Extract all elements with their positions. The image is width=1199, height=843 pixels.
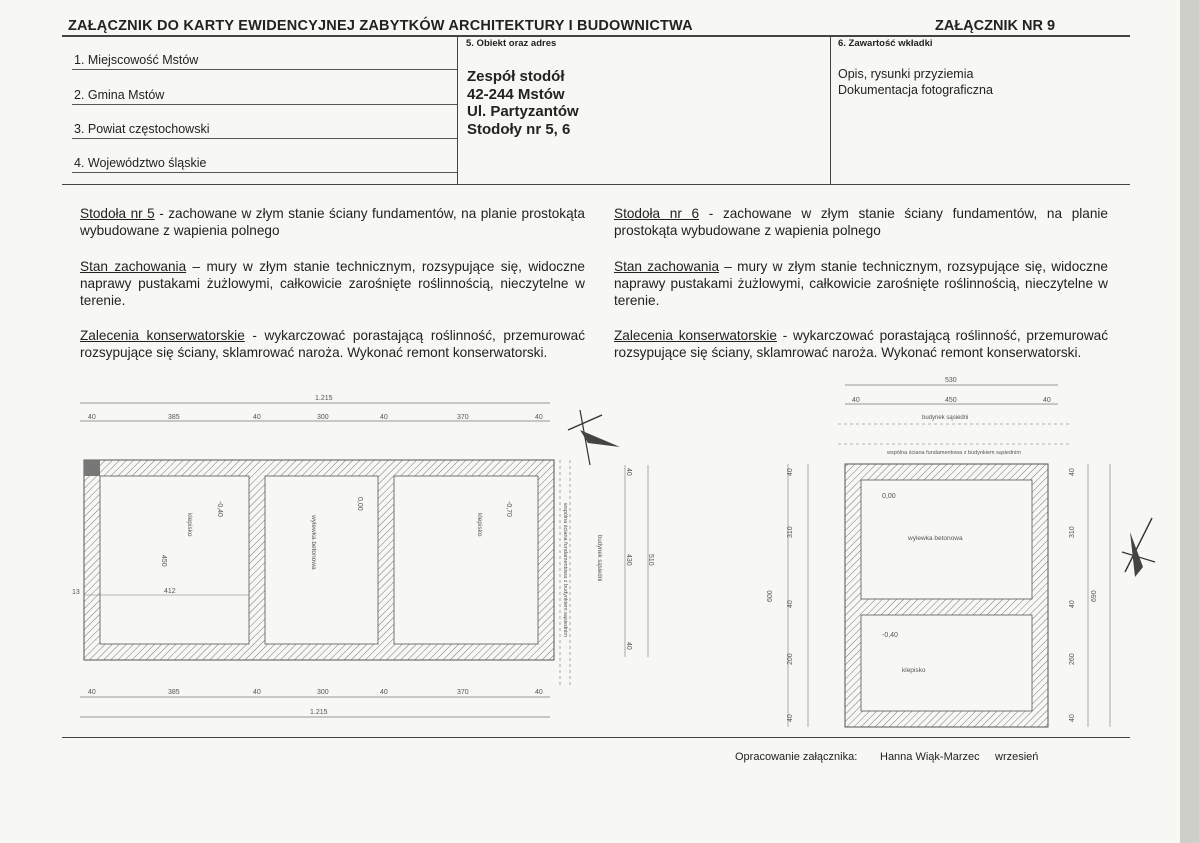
contents-list [838,67,993,98]
level: -0,70 [505,501,512,517]
credit-month: wrzesień [995,751,1039,763]
level: -0,40 [882,632,898,639]
north-arrow-icon [1122,518,1155,577]
dim: 430 [625,554,632,566]
dim-total-top: 1.215 [315,395,333,402]
header-bottom-rule [62,184,1130,185]
dim: 40 [1069,600,1076,608]
cell-divider-2 [830,36,831,184]
dim: 40 [380,689,388,696]
room-label: wylewka betonowa [908,535,963,542]
scan-edge [1180,0,1199,843]
dim: 40 [88,414,96,421]
object-line: Ul. Partyzantów [467,103,579,120]
dim-total: 690 [1091,590,1098,602]
barn5-recommendations [80,328,585,362]
dim: 13 [72,589,80,596]
barn6-title: Stodoła nr 6 [614,206,700,221]
field-gmina: 2. Gmina Mstów [74,88,165,102]
room-1 [100,476,249,644]
object-address [467,68,579,138]
barn6-recommendations [614,328,1108,362]
dim: 450 [160,555,167,567]
field-line [72,138,457,139]
barn6-description [614,206,1108,240]
footer-rule [62,737,1130,738]
dim: 200 [787,653,794,665]
room-label: wylewka betonowa [310,515,317,570]
barn6-condition-text: – mury w złym stanie technicznym, rozsypujące się, widoczne naprawy pustakami żużlowymi, całkowicie zarośnięte roślinnością, nieczytelne w terenie. [614,259,1108,308]
level: -0,40 [216,501,223,517]
field-powiat: 3. Powiat częstochowski [74,122,210,136]
field-miejscowosc: 1. Miejscowość Mstów [74,53,199,67]
dim: 40 [88,689,96,696]
barn5-rec-text: - wykarczować porastającą roślinność, przemurować rozsypujące się ściany, sklamrować naroża. Wykonać remont konserwatorski. [80,328,585,360]
credit-label: Opracowanie załącznika: [735,751,858,763]
dim: 40 [380,414,388,421]
contents-line: Opis, rysunki przyziemia [838,67,974,81]
dim: 310 [1069,526,1076,538]
wall-note: wspólna ściana fundamentowa z budynkiem sąsiednim [887,450,1021,456]
dim: 40 [1043,397,1051,404]
barn6-rec-label: Zalecenia konserwatorskie [614,328,777,343]
barn5-condition-label: Stan zachowania [80,259,187,274]
barn5-right-dims [621,460,661,660]
dim: 412 [164,588,176,595]
barn6-condition-label: Stan zachowania [614,259,720,274]
dim: 40 [787,600,794,608]
room-3 [394,476,538,644]
dim-total-bottom: 1.215 [310,709,328,716]
barn6-condition [614,259,1108,309]
barn5-title: Stodoła nr 5 [80,206,155,221]
barn5-condition [80,259,585,309]
north-arrow-icon [568,410,620,465]
dim: 385 [168,414,180,421]
dim: 40 [253,414,261,421]
barn5-rec-label: Zalecenia konserwatorskie [80,328,245,343]
barn5-condition-text: – mury w złym stanie technicznym, rozsypujące się, widoczne naprawy pustakami żużlowymi, całkowicie zarośnięte roślinnością, nieczytelne w terenie. [80,259,585,308]
header-top-rule [62,35,1130,37]
dim-total: 530 [945,377,957,384]
dim: 40 [787,468,794,476]
credit-author: Hanna Wiąk-Marzec [880,751,980,763]
dim: 370 [457,689,469,696]
field-wojewodztwo: 4. Województwo śląskie [74,156,207,170]
barn5-text: - zachowane w złym stanie ściany fundamentów, na planie prostokąta wybudowane z wapienia polnego [80,206,585,238]
room-label: klepisko [902,667,926,674]
dim-total: 600 [767,590,774,602]
object-line: Stodoły nr 5, 6 [467,120,571,138]
object-heading: 5. Obiekt oraz adres [466,38,557,49]
dim: 40 [1069,714,1076,722]
contents-line: Dokumentacja fotograficzna [838,82,993,97]
field-line [72,172,457,173]
dim: 40 [1069,468,1076,476]
dim: 300 [317,689,329,696]
dim: 40 [625,468,632,476]
wall-note: wspólna ściana fundamentowa z budynkiem sąsiednim [562,503,568,637]
cell-divider-1 [457,36,458,184]
dim: 310 [787,526,794,538]
room-label: klepisko [186,513,193,537]
dim: 40 [253,689,261,696]
barn6-rec-text: - wykarczować porastającą roślinność, przemurować rozsypujące się ściany, sklamrować naroża. Wykonać remont konserwatorski. [614,328,1108,360]
dim: 40 [535,689,543,696]
dim: 40 [535,414,543,421]
dim: 300 [317,414,329,421]
room-label: klepisko [476,513,483,537]
barn6-floor-plan [767,372,1165,747]
level: 0,00 [882,493,896,500]
contents-heading: 6. Zawartość wkładki [838,38,933,49]
dim: 385 [168,689,180,696]
dim: 40 [852,397,860,404]
dim: 450 [945,397,957,404]
dim: 40 [625,642,632,650]
field-line [72,69,457,70]
field-line [72,104,457,105]
document-title: ZAŁĄCZNIK DO KARTY EWIDENCYJNEJ ZABYTKÓW ARCHITEKTURY I BUDOWNICTWA [68,18,693,34]
level: 0,00 [356,497,363,511]
dim: 40 [787,714,794,722]
annex-number: ZAŁĄCZNIK NR 9 [935,18,1056,34]
dim-total: 510 [647,554,654,566]
room-2 [861,615,1032,711]
barn5-floor-plan [60,385,620,740]
object-line: Zespół stodół [467,68,565,85]
neighbour-label: budynek sąsiedni [596,535,602,582]
dim: 370 [457,414,469,421]
barn5-description [80,206,585,240]
dim: 260 [1069,653,1076,665]
object-line: 42-244 Mstów [467,85,565,103]
neighbour-label: budynek sąsiedni [922,415,969,421]
barn6-text: - zachowane w złym stanie ściany fundamentów, na planie prostokąta wybudowane z wapienia polnego [614,206,1108,238]
